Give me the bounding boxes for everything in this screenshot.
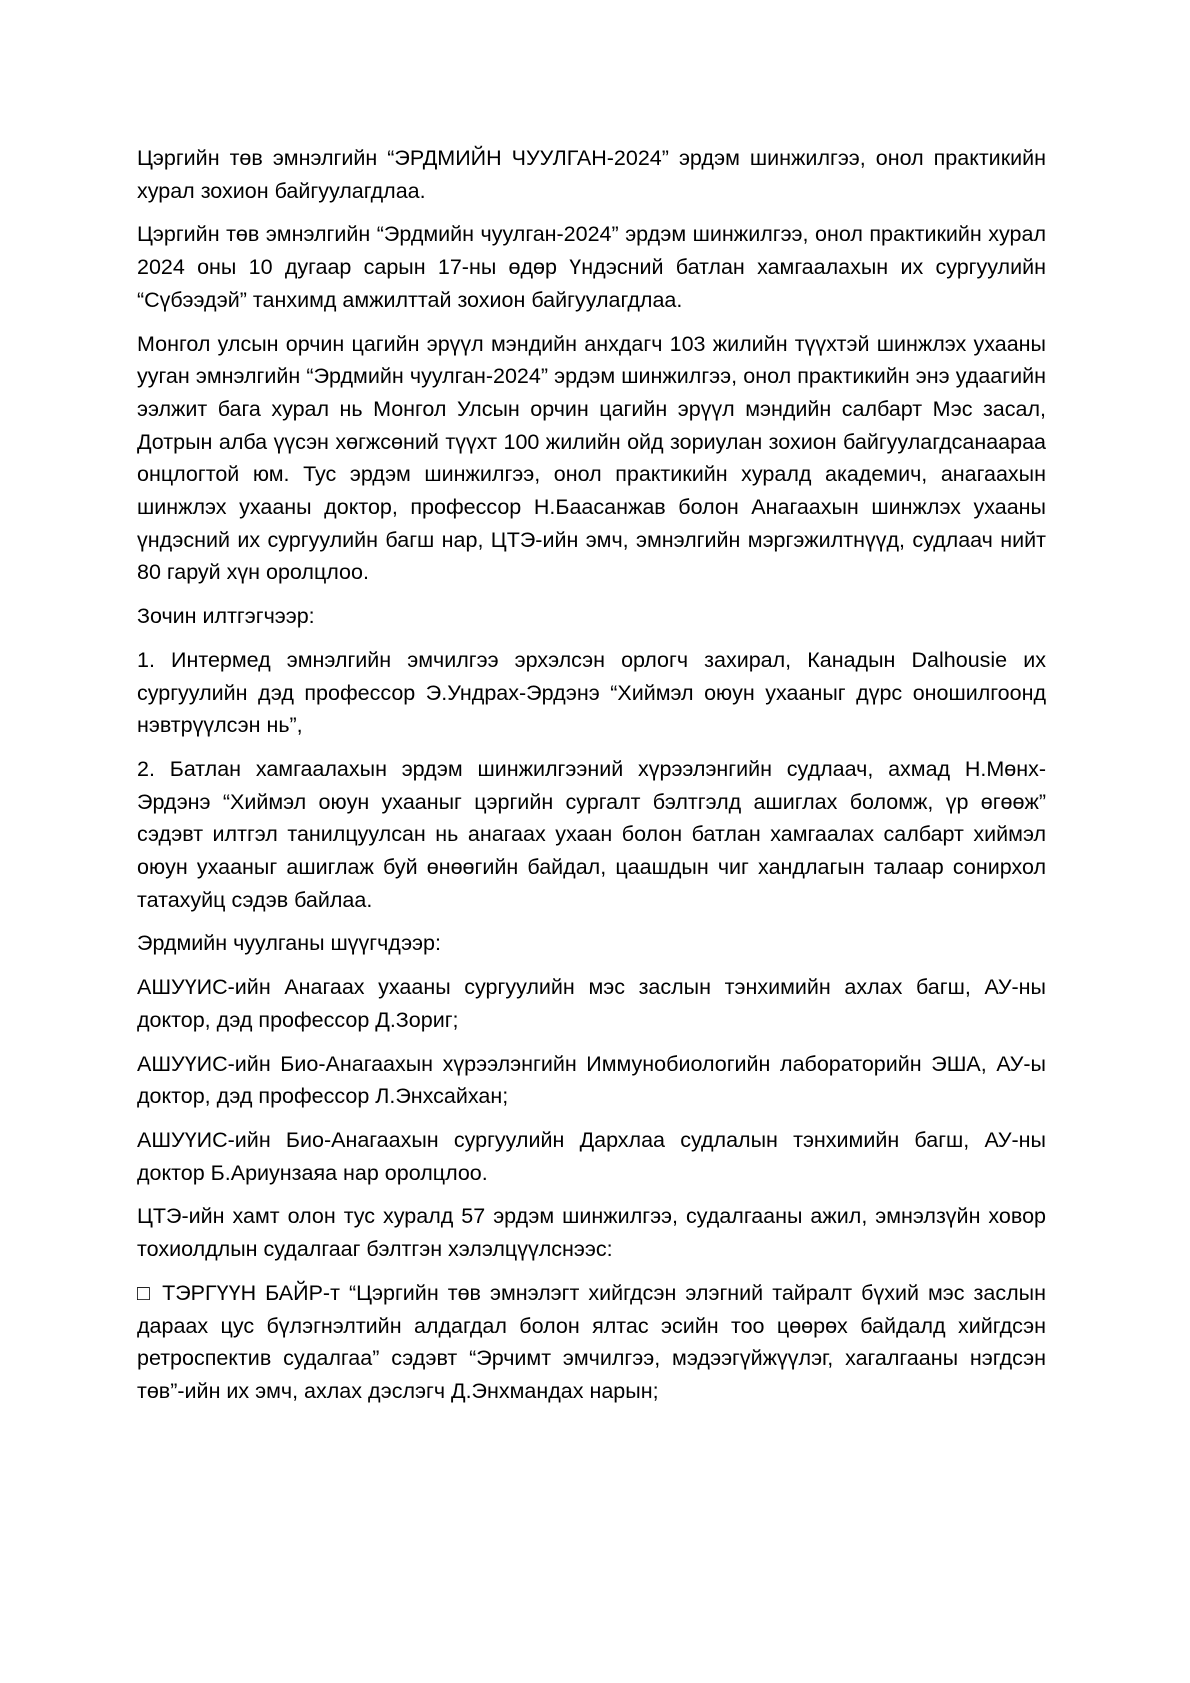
paragraph: АШУҮИС-ийн Био-Анагаахын хүрээлэнгийн Иммунобиологийн лабораторийн ЭША, АУ-ы доктор, дэд профессор Л.Энхсайхан;: [137, 1051, 1046, 1109]
paragraph: АШУҮИС-ийн Био-Анагаахын сургуулийн Дархлаа судлалын тэнхимийн багш, АУ-ны доктор Б.Ариунзаяа нар оролцлоо.: [137, 1127, 1046, 1185]
paragraph-list-item-2: 2. Батлан хамгаалахын эрдэм шинжилгээний хүрээлэнгийн судлаач, ахмад Н.Мөнх-Эрдэнэ “Хиймэл оюун ухааныг цэргийн сургалт бэлтгэлд ашиглах боломж, үр өгөөж” сэдэвт илтгэл танилцуулсан нь анагаах ухаан болон батлан хамгаалах салбарт хиймэл оюун ухааныг ашиглаж буй өнөөгийн байдал, цаашдын чиг хандлагын талаар сонирхол татахуйц сэдэв байлаа.: [137, 756, 1046, 912]
paragraph-list-item-1: 1. Интермед эмнэлгийн эмчилгээ эрхэлсэн орлогч захирал, Канадын Dalhousie их сургуулийн дэд профессор Э.Ундрах-Эрдэнэ “Хиймэл оюун ухааныг дүрс оношилгоонд нэвтрүүлсэн нь”,: [137, 647, 1046, 738]
paragraph: ЦТЭ-ийн хамт олон тус хуралд 57 эрдэм шинжилгээ, судалгааны ажил, эмнэлзүйн ховор тохиолдлын судалгааг бэлтгэн хэлэлцүүлснээс:: [137, 1204, 1046, 1262]
paragraph-section-heading: Эрдмийн чуулганы шүүгчдээр:: [137, 931, 441, 956]
paragraph: □ ТЭРГҮҮН БАЙР-т “Цэргийн төв эмнэлэгт хийгдсэн элэгний тайралт бүхий мэс заслын дараах цус бүлэгнэлтийн алдагдал болон ялтас эсийн тоо цөөрөх байдалд хийгдсэн ретроспектив судалгаа” сэдэвт “Эрчимт эмчилгээ, мэдээгүйжүүлэг, хагалгааны нэгдсэн төв”-ийн их эмч, ахлах дэслэгч Д.Энхмандах нарын;: [137, 1280, 1046, 1403]
document-page: [137, 142, 1046, 1419]
paragraph: АШУҮИС-ийн Анагаах ухааны сургуулийн мэс заслын тэнхимийн ахлах багш, АУ-ны доктор, дэд профессор Д.Зориг;: [137, 975, 1046, 1032]
paragraph-section-heading: Зочин илтгэгчээр:: [137, 604, 315, 629]
paragraph-title: Цэргийн төв эмнэлгийн “ЭРДМИЙН ЧУУЛГАН-2024” эрдэм шинжилгээ, онол практикийн хурал зохион байгуулагдлаа.: [137, 146, 1046, 203]
paragraph: Цэргийн төв эмнэлгийн “Эрдмийн чуулган-2024” эрдэм шинжилгээ, онол практикийн хурал 2024 оны 10 дугаар сарын 17-ны өдөр Үндэсний батлан хамгаалахын их сургуулийн “Сүбээдэй” танхимд амжилттай зохион байгуулагдлаа.: [137, 222, 1046, 312]
paragraph: Монгол улсын орчин цагийн эрүүл мэндийн анхдагч 103 жилийн түүхтэй шинжлэх ухааны ууган эмнэлгийн “Эрдмийн чуулган-2024” эрдэм шинжилгээ, онол практикийн энэ удаагийн ээлжит бага хурал нь Монгол Улсын орчин цагийн эрүүл мэндийн салбарт Мэс засал, Дотрын алба үүсэн хөгжсөний түүхт 100 жилийн ойд зориулан зохион байгуулагдсанаараа онцлогтой юм. Тус эрдэм шинжилгээ, онол практикийн хуралд академич, анагаахын шинжлэх ухааны доктор, профессор Н.Баасанжав болон Анагаахын шинжлэх ухааны үндэсний их сургуулийн багш нар, ЦТЭ-ийн эмч, эмнэлгийн мэргэжилтнүүд, судлаач нийт 80 гаруй хүн оролцлоо.: [137, 331, 1046, 585]
